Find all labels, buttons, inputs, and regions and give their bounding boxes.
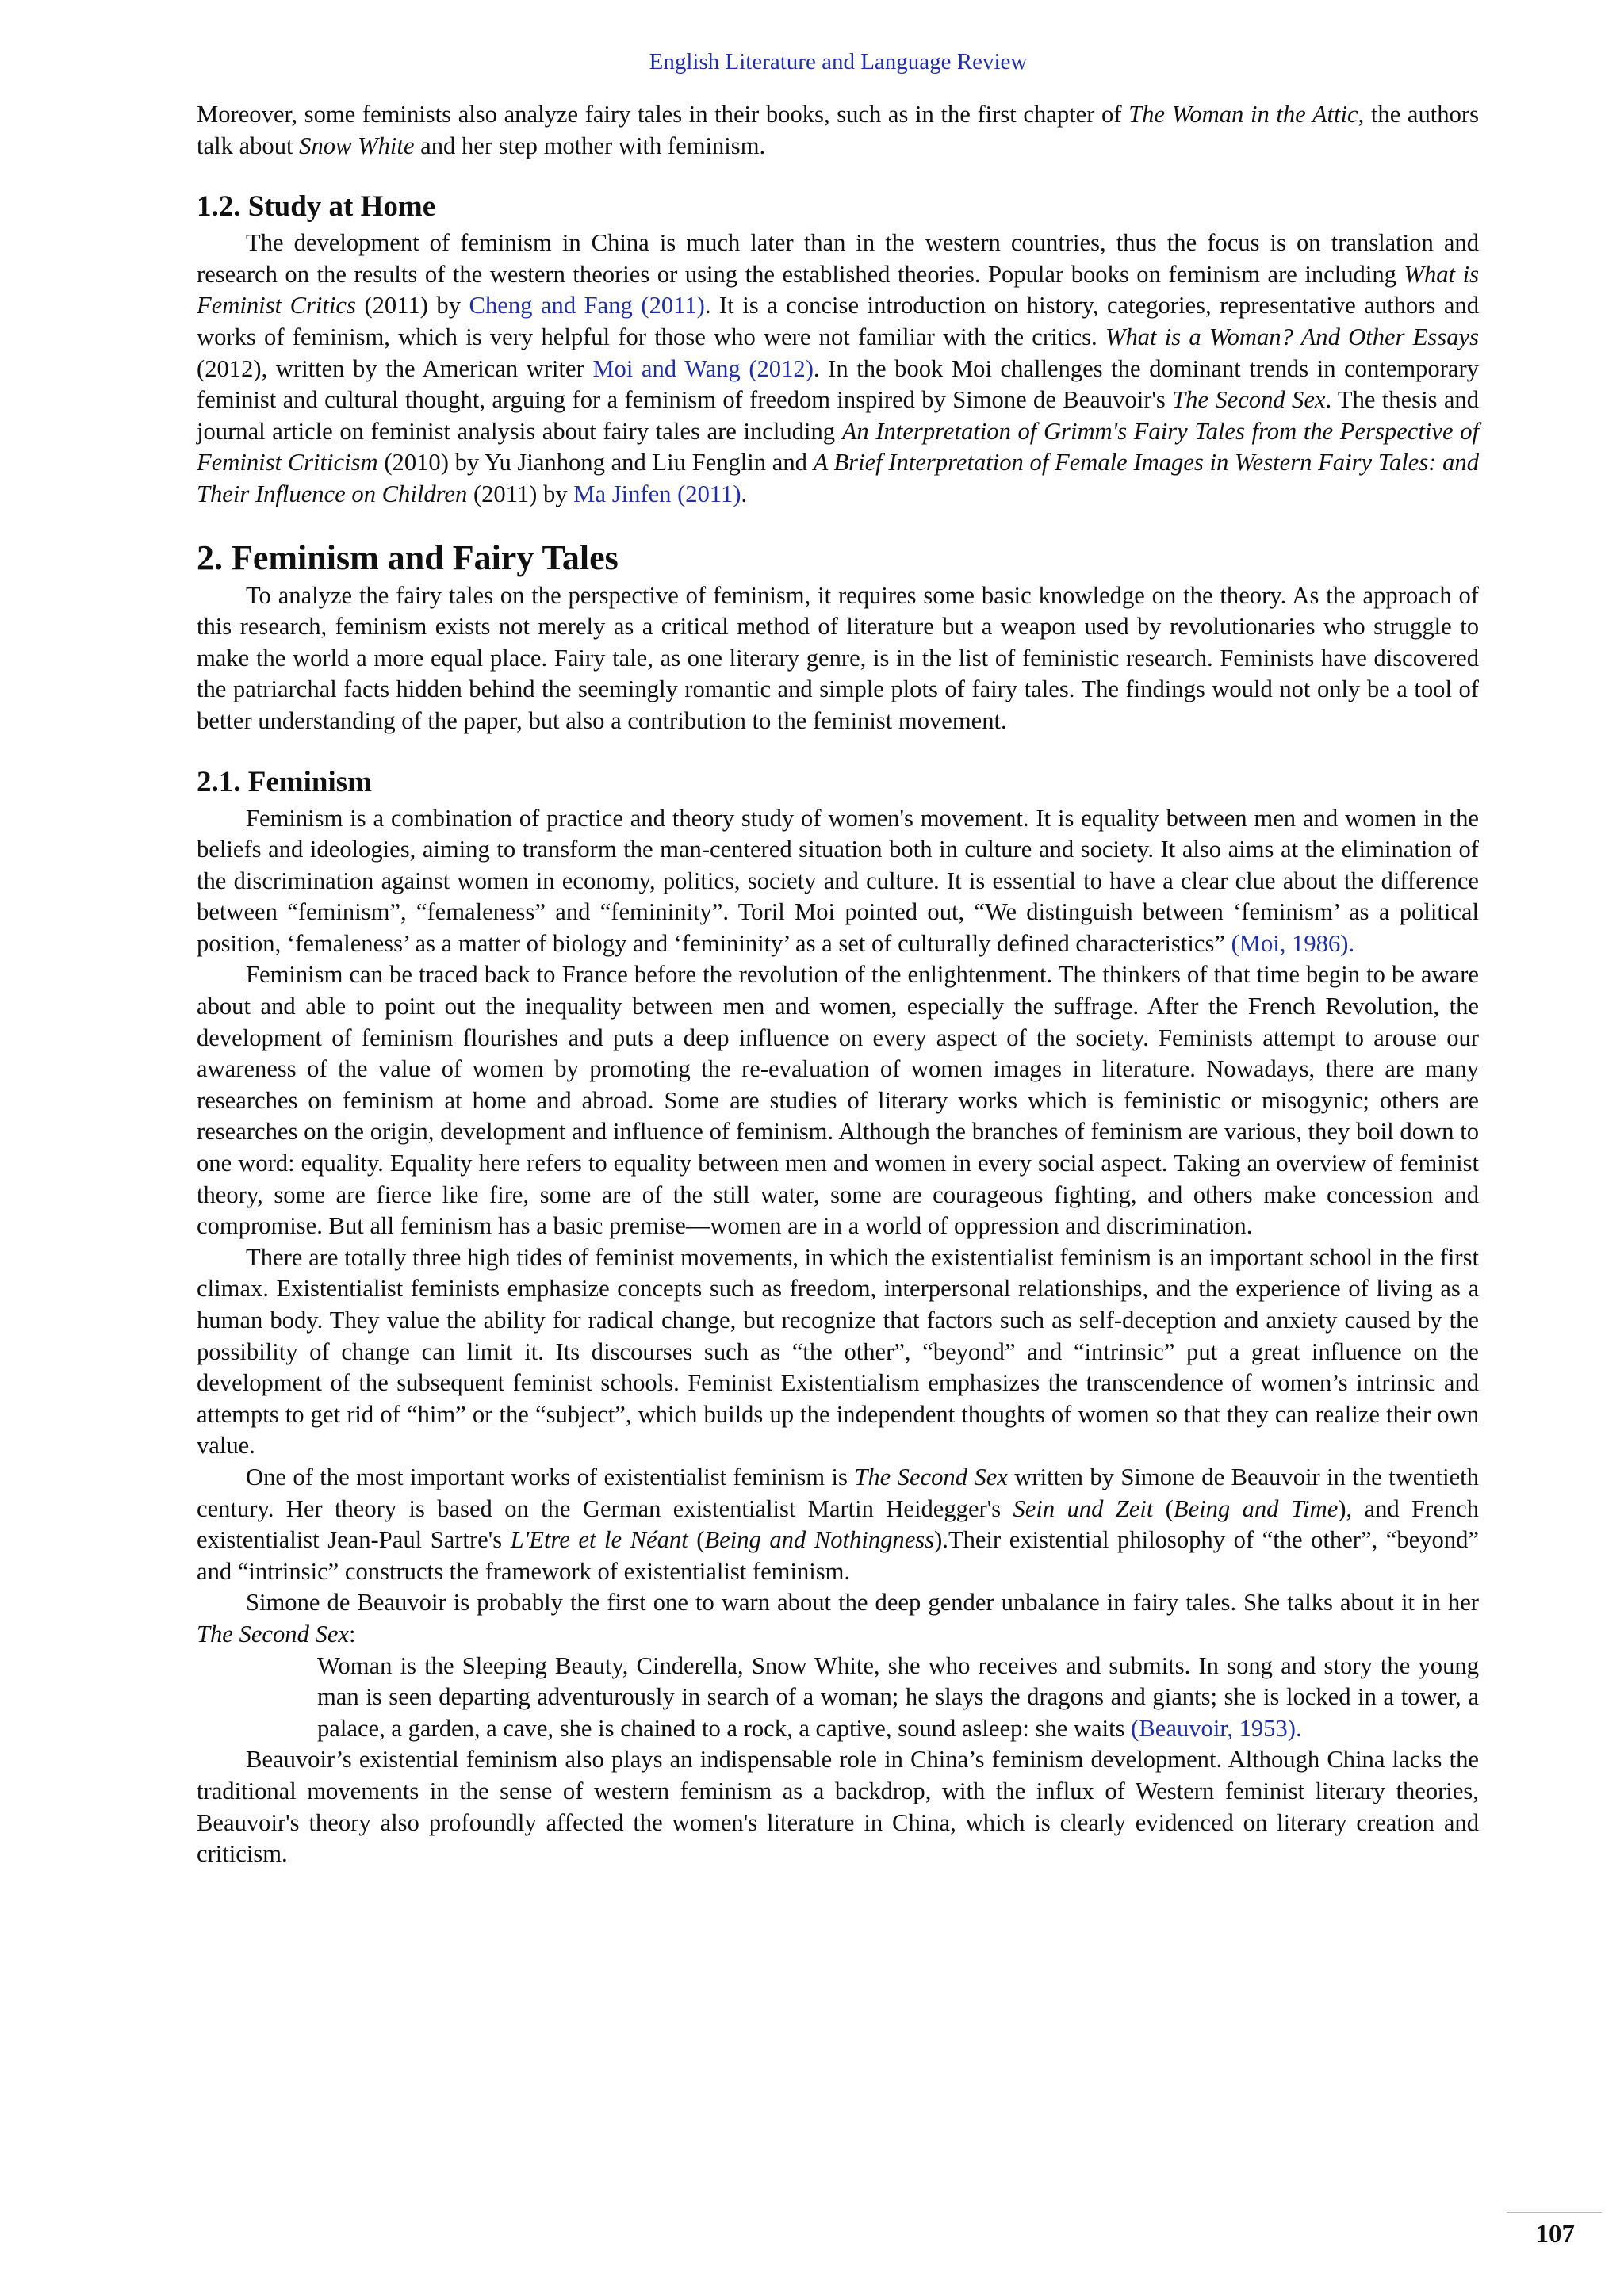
paragraph-study-at-home (197, 228, 1479, 510)
text: Simone de Beauvoir is probably the first one to warn about the deep gender unbalance in fairy tales. She talks about it in her (246, 1589, 1479, 1617)
text: (2010) by Yu Jianhong and Liu Fenglin and (377, 449, 814, 476)
text: . In the book Moi challenges the dominant trends in contemporary feminist and cultural thought, arguing for a feminism of freedom inspired by Simone de Beauvoir's (197, 354, 1479, 414)
paragraph-feminism-1 (197, 803, 1479, 960)
text: Feminism is a combination of practice and theory study of women's movement. It is equality between men and women in the beliefs and ideologies, aiming to transform the man-centered situation both in culture and society. It also aims at the elimination of the discrimination against women in economy, politics, society and culture. It is essential to have a clear clue about the difference between “feminism”, “femaleness” and “femininity”. Toril Moi pointed out, “We distinguish between ‘feminism’ as a political position, ‘femaleness’ as a matter of biology and ‘femininity’ as a set of culturally defined characteristics” (197, 804, 1479, 957)
citation-link[interactable]: Moi and Wang (2012) (592, 354, 814, 382)
book-title: The Woman in the Attic (1128, 101, 1358, 128)
text: . The thesis and journal article on feminist analysis about fairy tales are including (197, 386, 1479, 445)
text: (2011) by (467, 480, 574, 507)
text: Moreover, some feminists also analyze fairy tales in their books, such as in the first chapter of (197, 101, 1129, 128)
text: written by Simone de Beauvoir in the twentieth century. Her theory is based on the German existentialist Martin Heidegger's (197, 1463, 1479, 1522)
paragraph-feminism-3: There are totally three high tides of feminist movements, in which the existentialist feminism is an important school in the first climax. Existentialist feminists emphasize concepts such as freedom, interpersonal relationships, and the experience of living as a human body. They value the ability for radical change, but recognize that factors such as self-deception and anxiety caused by the possibility of change can limit it. Its discourses such as “the other”, “beyond” and “intrinsic” put a great influence on the development of the subsequent feminist schools. Feminist Existentialism emphasizes the transcendence of women’s intrinsic and attempts to get rid of “him” or the “subject”, which builds up the independent thoughts of women so that they can realize their own value. (197, 1243, 1479, 1460)
text: : (349, 1620, 356, 1647)
citation-link[interactable]: (Moi, 1986). (1231, 929, 1355, 957)
text: ( (1153, 1494, 1174, 1522)
block-quote (317, 1651, 1479, 1745)
text: . (741, 480, 748, 507)
book-title: The Second Sex (854, 1463, 1008, 1490)
citation-link[interactable]: Ma Jinfen (2011) (573, 480, 741, 507)
page-number: 107 (1535, 2220, 1575, 2248)
book-title: Being and Nothingness (704, 1526, 935, 1554)
paragraph-feminism-5 (197, 1587, 1479, 1650)
book-title: What is Feminist Critics (197, 260, 1479, 320)
citation-link[interactable]: (Beauvoir, 1953). (1131, 1714, 1302, 1742)
paragraph-feminism-fairy-tales: To analyze the fairy tales on the perspective of feminism, it requires some basic knowledge on the theory. As the approach of this research, feminism exists not merely as a critical method of literature but a weapon used by revolutionaries who struggle to make the world a more equal place. Fairy tale, as one literary genre, is in the list of feministic research. Feminists have discovered the patriarchal facts hidden behind the seemingly romantic and simple plots of fairy tales. The findings would not only be a tool of better understanding of the paper, but also a contribution to the feminist movement. (197, 581, 1479, 734)
text: One of the most important works of existentialist feminism is (246, 1463, 855, 1490)
book-title: Sein und Zeit (1013, 1494, 1154, 1522)
book-title: Being and Time (1173, 1494, 1339, 1522)
paragraph-feminism-6: Beauvoir’s existential feminism also plays an indispensable role in China’s feminism development. Although China lacks the traditional movements in the sense of western feminism as a backdrop, with the influx of Western feminist literary theories, Beauvoir's theory also profoundly affected the women's literature in China, which is clearly evidenced on literary creation and criticism. (197, 1746, 1479, 1868)
text: ), and French existentialist Jean-Paul Sartre's (197, 1494, 1479, 1554)
section-heading-2-1: 2.1. Feminism (197, 765, 372, 798)
paragraph-feminism-2: Feminism can be traced back to France before the revolution of the enlightenment. The thinkers of that time begin to be aware about and able to point out the inequality between men and women, especially the suffrage. After the French Revolution, the development of feminism flourishes and puts a deep influence on every aspect of the society. Feminists attempt to arouse our awareness of the value of women by promoting the re-evaluation of women images in literature. Nowadays, there are many researches on feminism at home and abroad. Some are studies of literary works which is feministic or misogynic; others are researches on the origin, development and influence of feminism. Although the branches of feminism are various, they boil down to one word: equality. Equality here refers to equality between men and women in every social aspect. Taking an overview of feminist theory, some are fierce like fire, some are of the still water, some are courageous fighting, and others make concession and compromise. But all feminism has a basic premise—women are in a world of oppression and discrimination. (197, 961, 1479, 1240)
text: ( (688, 1526, 705, 1554)
text: . It is a concise introduction on history, categories, representative authors and works of feminism, which is very helpful for those who were not familiar with the critics. (197, 292, 1480, 350)
book-title: Snow White (299, 132, 415, 159)
section-heading-2: 2. Feminism and Fairy Tales (197, 538, 619, 577)
paragraph-feminism-4 (197, 1462, 1479, 1587)
paragraph-intro (197, 99, 1479, 162)
text: The development of feminism in China is much later than in the western countries, thus the focus is on translation and research on the results of the western theories or using the established theories. Popular books on feminism are including (197, 229, 1479, 288)
text: (2012), written by the American writer (197, 354, 593, 382)
quote-text: Woman is the Sleeping Beauty, Cinderella, Snow White, she who receives and submits. In song and story the young man is seen departing adventurously in search of a woman; he slays the dragons and giants; she is locked in a tower, a palace, a garden, a cave, she is chained to a rock, a captive, sound asleep: she waits (317, 1651, 1479, 1742)
text: , the authors talk about (197, 101, 1479, 159)
book-title: The Second Sex (1172, 386, 1326, 414)
section-heading-1-2: 1.2. Study at Home (197, 190, 436, 224)
book-title: What is a Woman? And Other Essays (1105, 323, 1480, 350)
footer-divider (1507, 2212, 1602, 2213)
citation-link[interactable]: Cheng and Fang (2011) (469, 292, 705, 320)
journal-header[interactable]: English Literature and Language Review (649, 49, 1028, 75)
article-body (197, 99, 1479, 1870)
text: ).Their existential philosophy of “the other”, “beyond” and “intrinsic” constructs the framework of existentialist feminism. (197, 1526, 1479, 1585)
book-title: An Interpretation of Grimm's Fairy Tales from the Perspective of Feminist Criticism (197, 417, 1479, 476)
book-title: The Second Sex (197, 1620, 349, 1647)
text: (2011) by (355, 292, 469, 320)
text: and her step mother with feminism. (414, 132, 766, 159)
book-title: L'Etre et le Néant (510, 1526, 688, 1554)
book-title: A Brief Interpretation of Female Images in Western Fairy Tales: and Their Influence on Children (197, 449, 1480, 507)
